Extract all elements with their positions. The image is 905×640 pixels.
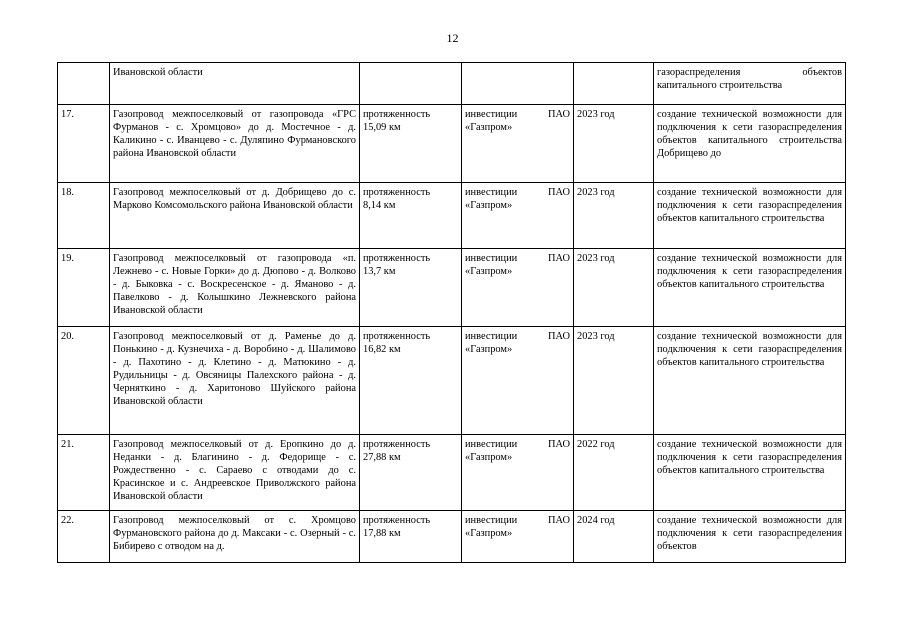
cell-length xyxy=(360,327,462,435)
table-row xyxy=(58,183,846,249)
source-word: инвестиции xyxy=(465,187,518,198)
cell-source xyxy=(462,327,574,435)
cell-goal: создание технической возможности для подключения к сети газораспределения объектов капитального строительства xyxy=(654,183,846,249)
cell-length xyxy=(360,183,462,249)
cell-object-name: Газопровод межпоселковый от д. Раменье до д. Понькино - д. Кузнечиха - д. Воробино - д. Шалимово - д. Пахотино - д. Клетино - д. Матюкино - д. Рудильницы - д. Овсяницы Палехского района - д. Черняткино - д. Харитоново Шуйского района Ивановской области xyxy=(110,327,360,435)
source-word: инвестиции xyxy=(465,515,518,526)
source-word: инвестиции xyxy=(465,253,518,264)
cell-source xyxy=(462,63,574,105)
length-value: 13,7 км xyxy=(363,266,396,277)
source-brand: «Газпром» xyxy=(465,528,513,539)
cell-source xyxy=(462,105,574,183)
gas-pipeline-table xyxy=(57,62,846,563)
source-word: инвестиции xyxy=(465,109,518,120)
cell-source xyxy=(462,435,574,511)
cell-source xyxy=(462,249,574,327)
cell-length xyxy=(360,249,462,327)
table-row xyxy=(58,327,846,435)
source-word: инвестиции xyxy=(465,439,518,450)
length-value: 15,09 км xyxy=(363,122,401,133)
cell-object-name: Газопровод межпоселковый от д. Еропкино до д. Неданки - д. Благинино - д. Федорище - с. Рождественно - с. Сараево с отводами до с. Красинское и с. Андреевское Приволжского района Ивановской области xyxy=(110,435,360,511)
cell-number: 18. xyxy=(58,183,110,249)
page-number: 12 xyxy=(446,31,459,45)
source-org: ПАО xyxy=(548,187,570,198)
source-brand: «Газпром» xyxy=(465,200,513,211)
cell-length xyxy=(360,435,462,511)
cell-source xyxy=(462,511,574,563)
length-label: протяженность xyxy=(363,109,431,120)
length-label: протяженность xyxy=(363,187,431,198)
source-org: ПАО xyxy=(548,515,570,526)
cell-number: 21. xyxy=(58,435,110,511)
cell-object-name: Газопровод межпоселковый от д. Добрищево до с. Марково Комсомольского района Ивановской области xyxy=(110,183,360,249)
length-label: протяженность xyxy=(363,439,431,450)
length-value: 8,14 км xyxy=(363,200,396,211)
table-row-continuation xyxy=(58,63,846,105)
cell-goal: создание технической возможности для подключения к сети газораспределения объектов xyxy=(654,511,846,563)
cell-length xyxy=(360,63,462,105)
cell-goal: создание технической возможности для подключения к сети газораспределения объектов капитального строительства xyxy=(654,435,846,511)
cell-goal: газораспределения объектов капитального строительства xyxy=(654,63,846,105)
source-org: ПАО xyxy=(548,109,570,120)
cell-object-name: Ивановской области xyxy=(110,63,360,105)
cell-source xyxy=(462,183,574,249)
table-row xyxy=(58,511,846,563)
cell-number xyxy=(58,63,110,105)
source-org: ПАО xyxy=(548,331,570,342)
source-brand: «Газпром» xyxy=(465,344,513,355)
cell-goal: создание технической возможности для подключения к сети газораспределения объектов капитального строительства Добрищево до xyxy=(654,105,846,183)
cell-year xyxy=(574,63,654,105)
source-brand: «Газпром» xyxy=(465,452,513,463)
cell-length xyxy=(360,511,462,563)
length-value: 27,88 км xyxy=(363,452,401,463)
source-org: ПАО xyxy=(548,439,570,450)
source-brand: «Газпром» xyxy=(465,266,513,277)
length-value: 16,82 км xyxy=(363,344,401,355)
cell-year: 2023 год xyxy=(574,249,654,327)
cell-number: 22. xyxy=(58,511,110,563)
cell-year: 2023 год xyxy=(574,183,654,249)
cell-object-name: Газопровод межпоселковый от газопровода «п. Лежнево - с. Новые Горки» до д. Дюпово - д. Волково - д. Быковка - с. Воскресенское - д. Яманово - д. Павелково - д. Колышкино Лежневского района Ивановской области xyxy=(110,249,360,327)
cell-year: 2022 год xyxy=(574,435,654,511)
cell-goal: создание технической возможности для подключения к сети газораспределения объектов капитального строительства xyxy=(654,249,846,327)
source-org: ПАО xyxy=(548,253,570,264)
cell-year: 2023 год xyxy=(574,327,654,435)
cell-number: 17. xyxy=(58,105,110,183)
cell-number: 20. xyxy=(58,327,110,435)
source-brand: «Газпром» xyxy=(465,122,513,133)
cell-object-name: Газопровод межпоселковый от газопровода «ГРС Фурманов - с. Хромцово» до д. Мостечное - д. Каликино - с. Иванцево - с. Дуляпино Фурмановского района Ивановской области xyxy=(110,105,360,183)
length-label: протяженность xyxy=(363,515,431,526)
source-word: инвестиции xyxy=(465,331,518,342)
table-row xyxy=(58,105,846,183)
length-label: протяженность xyxy=(363,331,431,342)
cell-year: 2023 год xyxy=(574,105,654,183)
cell-number: 19. xyxy=(58,249,110,327)
cell-length xyxy=(360,105,462,183)
cell-object-name: Газопровод межпоселковый от с. Хромцово Фурмановского района до д. Максаки - с. Озерный - с. Бибирево с отводом на д. xyxy=(110,511,360,563)
cell-goal: создание технической возможности для подключения к сети газораспределения объектов капитального строительства xyxy=(654,327,846,435)
table-row xyxy=(58,435,846,511)
length-value: 17,88 км xyxy=(363,528,401,539)
cell-year: 2024 год xyxy=(574,511,654,563)
length-label: протяженность xyxy=(363,253,431,264)
table-row xyxy=(58,249,846,327)
